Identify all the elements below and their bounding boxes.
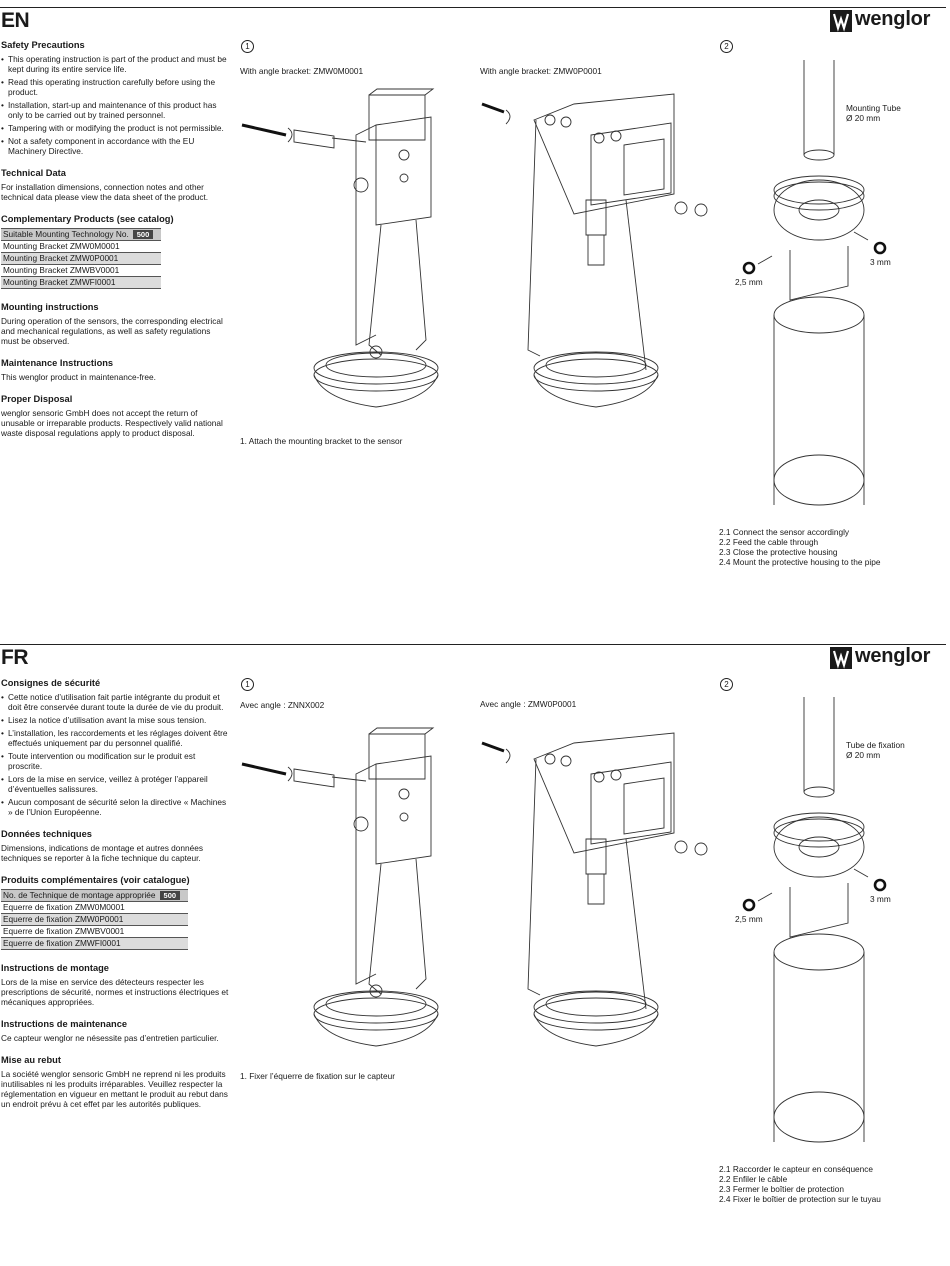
step-2-list [719, 1164, 881, 1204]
list-item: 2.2 Feed the cable through [719, 537, 819, 547]
step-1-marker: 1 [241, 678, 254, 691]
hex-key-left-label: 2,5 mm [735, 914, 763, 924]
list-item: • Not a safety component in accordance with the EU Machinery Directive. [1, 136, 229, 156]
list-item: • Aucun composant de sécurité selon la directive « Machines » de l’Union Européenne. [1, 797, 229, 817]
list-item: 2.1 Connect the sensor accordingly [719, 527, 850, 537]
mounting-tube-illustration [730, 60, 900, 520]
section-fr [0, 637, 950, 1266]
brand-name: wenglor [855, 8, 931, 30]
list-item: • Installation, start-up and maintenance of this product has only to be carried out by trained personnel. [1, 100, 229, 120]
safety-heading: Safety Precautions [1, 40, 85, 50]
disposal-text: La société wenglor sensoric GmbH ne reprend ni les produits inutilisables ni les produits irréparables. Veuillez respecter la réglementation en vigueur en mettant le produit au rebut dans un endroit prévu à cet effet par les autorités publiques. [1, 1069, 228, 1109]
step-2-marker: 2 [720, 40, 733, 53]
wenglor-logo [830, 647, 946, 669]
table-cell: Mounting Bracket ZMW0M0001 [1, 241, 161, 253]
table-row [1, 277, 161, 289]
technical-data-text: Dimensions, indications de montage et autres données techniques se reporter à la fiche technique du capteur. [1, 843, 204, 863]
list-item: 2.4 Mount the protective housing to the pipe [719, 557, 881, 567]
mounting-technology-table [1, 228, 161, 289]
sensor-bracket-b-illustration [476, 729, 716, 1059]
technical-data-heading: Technical Data [1, 168, 66, 178]
wenglor-mark-icon [830, 10, 852, 32]
technology-number-badge: 500 [160, 891, 181, 900]
language-code: EN [1, 9, 30, 32]
step-1-caption: 1. Attach the mounting bracket to the sensor [240, 436, 403, 446]
table-cell: Equerre de fixation ZMWBV0001 [1, 926, 188, 938]
list-item: • This operating instruction is part of the product and must be kept during its entire service life. [1, 54, 229, 74]
safety-heading: Consignes de sécurité [1, 678, 101, 688]
maintenance-heading: Maintenance Instructions [1, 358, 114, 368]
table-row [1, 265, 161, 277]
wenglor-logo [830, 10, 946, 32]
table-cell: Equerre de fixation ZMW0M0001 [1, 902, 188, 914]
list-item: 2.3 Fermer le boîtier de protection [719, 1184, 844, 1194]
hex-key-right-label: 3 mm [870, 894, 891, 904]
list-item: 2.1 Raccorder le capteur en conséquence [719, 1164, 874, 1174]
table-header-row [1, 890, 188, 902]
table-cell: Mounting Bracket ZMW0P0001 [1, 253, 161, 265]
table-cell: Equerre de fixation ZMWFI0001 [1, 938, 188, 950]
list-item: 2.2 Enfiler le câble [719, 1174, 788, 1184]
bracket-b-label: Avec angle : ZMW0P0001 [480, 699, 577, 709]
table-row [1, 241, 161, 253]
table-row [1, 914, 188, 926]
maintenance-heading: Instructions de maintenance [1, 1019, 128, 1029]
technical-data-text: For installation dimensions, connection notes and other technical data please view the data sheet of the product. [1, 182, 209, 202]
top-rule [0, 644, 946, 645]
instructions-column [1, 677, 229, 1120]
top-rule [0, 7, 946, 8]
table-header-row [1, 229, 161, 241]
step-1-marker: 1 [241, 40, 254, 53]
mounting-tube-illustration [730, 697, 900, 1157]
tube-diameter: Ø 20 mm [846, 113, 881, 123]
instructions-column [1, 39, 229, 449]
bracket-b-label: With angle bracket: ZMW0P0001 [480, 66, 602, 76]
language-code: FR [1, 646, 28, 669]
table-row [1, 926, 188, 938]
brand-name: wenglor [855, 645, 931, 667]
mounting-technology-table [1, 889, 188, 950]
sensor-bracket-a-illustration [236, 729, 456, 1059]
table-header: No. de Technique de montage appropriée [3, 890, 156, 900]
hex-key-left-label: 2,5 mm [735, 277, 763, 287]
maintenance-text: Ce capteur wenglor ne nésessite pas d’entretien particulier. [1, 1033, 219, 1043]
table-cell: Mounting Bracket ZMWFI0001 [1, 277, 161, 289]
tube-label: Mounting Tube [846, 103, 901, 113]
bracket-a-label: Avec angle : ZNNX002 [240, 700, 325, 710]
step-2-marker: 2 [720, 678, 733, 691]
table-cell: Mounting Bracket ZMWBV0001 [1, 265, 161, 277]
list-item: • Tampering with or modifying the product is not permissible. [1, 123, 229, 133]
disposal-heading: Mise au rebut [1, 1055, 61, 1065]
disposal-text: wenglor sensoric GmbH does not accept the return of unusable or irreparable products. Respectively valid national waste disposal regulations apply to product disposal. [1, 408, 223, 438]
list-item: • Cette notice d’utilisation fait partie intégrante du produit et doit être conservée durant toute la durée de vie du produit. [1, 692, 229, 712]
sensor-bracket-a-illustration [236, 90, 456, 420]
safety-list [1, 54, 229, 156]
table-row [1, 902, 188, 914]
disposal-heading: Proper Disposal [1, 394, 73, 404]
technical-data-heading: Données techniques [1, 829, 92, 839]
table-cell: Equerre de fixation ZMW0P0001 [1, 914, 188, 926]
step-1-caption: 1. Fixer l’équerre de fixation sur le capteur [240, 1071, 395, 1081]
table-row [1, 253, 161, 265]
mounting-instructions-text: During operation of the sensors, the corresponding electrical and mechanical regulations, as well as safety regulations must be observed. [1, 316, 223, 346]
hex-key-right-label: 3 mm [870, 257, 891, 267]
complementary-products-heading: Produits complémentaires (voir catalogue) [1, 875, 190, 885]
tube-label: Tube de fixation [846, 740, 905, 750]
maintenance-text: This wenglor product in maintenance-free. [1, 372, 156, 382]
safety-list [1, 692, 229, 817]
mounting-instructions-heading: Mounting instructions [1, 302, 99, 312]
technology-number-badge: 500 [133, 230, 154, 239]
list-item: 2.4 Fixer le boîtier de protection sur le tuyau [719, 1194, 881, 1204]
list-item: 2.3 Close the protective housing [719, 547, 838, 557]
mounting-instructions-text: Lors de la mise en service des détecteurs respecter les prescriptions de sécurité, normes et instructions électriques et mécaniques appropriées. [1, 977, 229, 1007]
table-row [1, 938, 188, 950]
sensor-bracket-b-illustration [476, 90, 716, 420]
list-item: • Lors de la mise en service, veillez à protéger l’appareil d’éventuelles salissures. [1, 774, 229, 794]
tube-diameter: Ø 20 mm [846, 750, 881, 760]
bracket-a-label: With angle bracket: ZMW0M0001 [240, 66, 364, 76]
complementary-products-heading: Complementary Products (see catalog) [1, 214, 174, 224]
mounting-instructions-heading: Instructions de montage [1, 963, 109, 973]
list-item: • Read this operating instruction carefully before using the product. [1, 77, 229, 97]
table-header: Suitable Mounting Technology No. [3, 229, 129, 239]
list-item: • L’installation, les raccordements et les réglages doivent être effectués uniquement par du personnel qualifié. [1, 728, 229, 748]
list-item: • Lisez la notice d’utilisation avant la mise sous tension. [1, 715, 229, 725]
step-2-list [719, 527, 880, 567]
list-item: • Toute intervention ou modification sur le produit est proscrite. [1, 751, 229, 771]
wenglor-mark-icon [830, 647, 852, 669]
